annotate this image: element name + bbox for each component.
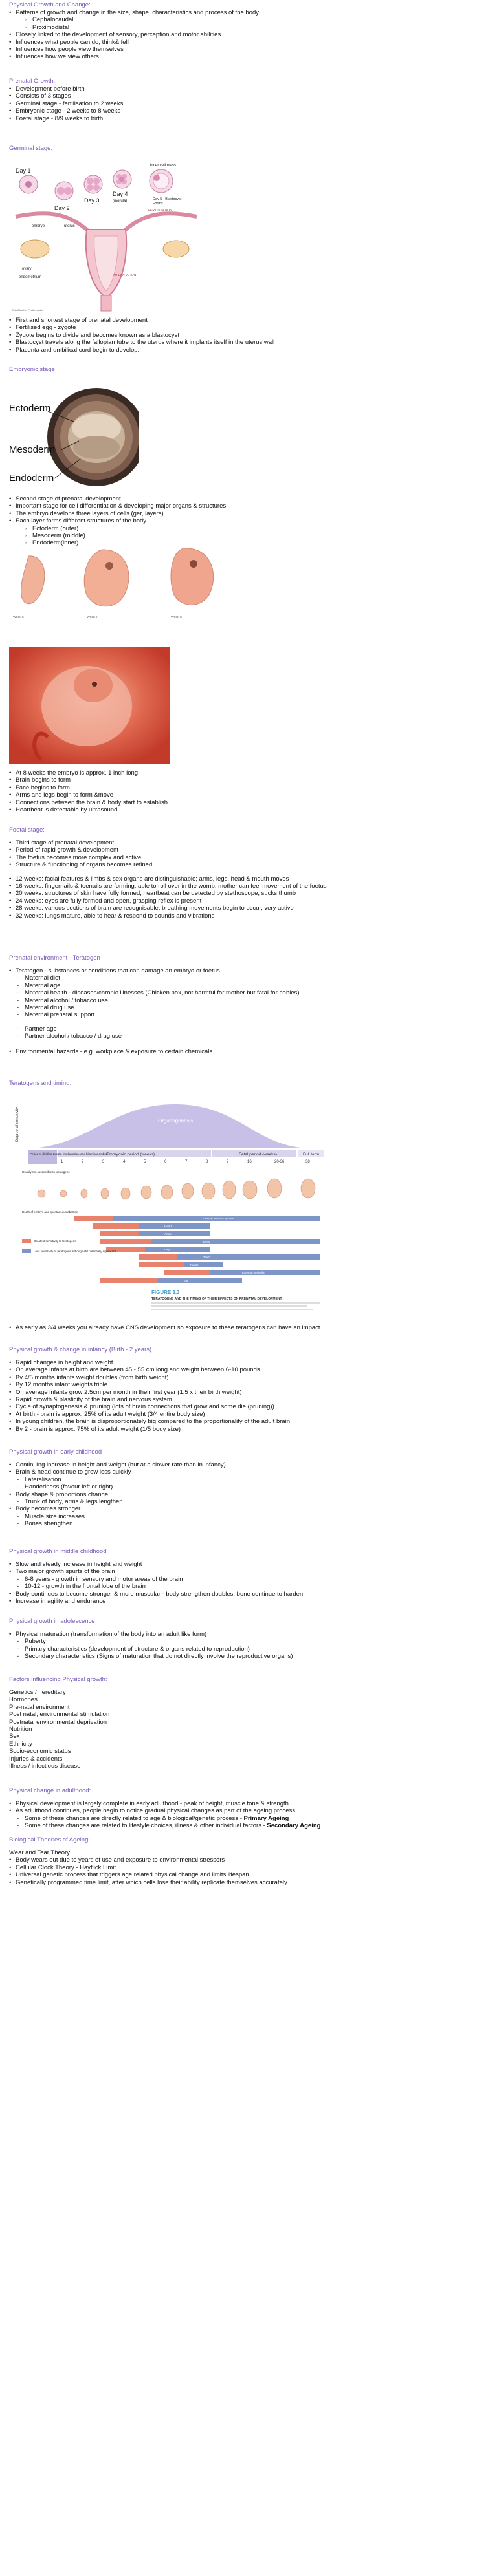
list-item: • The foetus becomes more complex and active [16,854,482,861]
figure-caption-sub: TERATOGENS AND THE TIMING OF THEIR EFFECTS ON PRENATAL DEVELOPMENT. [151,1297,283,1301]
list-item: • At birth - brain is approx. 25% of its adult weight (3/4 entire body size) [16,1411,482,1418]
list-item: • Brain & head continue to grow less quickly [16,1468,482,1476]
left-box-text: Period of dividing zygote, implantation, and bilaminar embryo [30,1152,109,1155]
list-item: • Continuing increase in height and weight (but at a slower rate than in infancy) [16,1461,482,1468]
list-item: • At 8 weeks the embryo is approx. 1 inch long [16,769,482,777]
svg-text:38: 38 [305,1160,310,1164]
sub-item: - Maternal prenatal support [9,1011,482,1018]
label-day5: Day 5 - Blastocyst [153,197,182,201]
heading: Embryonic stage [9,366,55,373]
list-item: • 16 weeks: fingernails & toenails are forming, able to roll over in the womb, mother can feel movement of the foetus [16,883,482,890]
section-germinal [9,145,482,153]
factor-item: Illness / infectious disease [9,1763,81,1770]
section-foetal [9,826,482,919]
label-day3: Day 3 [84,197,100,204]
label-implantation: IMPLANTATION [113,274,137,277]
sub-item: - Secondary characteristics (Signs of maturation that do not directly involve the reproductive organs) [9,1653,482,1660]
label-week8: Week 8 [171,616,182,619]
factor-item: Nutrition [9,1726,32,1733]
secondary-ageing: Secondary Ageing [267,1822,321,1830]
factor-item: Socio-economic status [9,1748,71,1755]
factor-item: Pre-natal environment [9,1703,70,1711]
svg-text:1: 1 [61,1160,63,1164]
embryo-photo [9,647,170,764]
list-item: • Heartbeat is detectable by ultrasound [16,806,482,813]
list-item: • Physical development is largely complete in early adulthood - peak of height, muscle tone & strength [16,1800,482,1807]
organ-label: Legs [164,1248,171,1251]
list-item: • Universal genetic process that triggers age related physical change and limits lifespan [16,1871,482,1878]
list-item: • By 2 - brain is approx. 75% of its adult weight (1/5 body size) [16,1426,482,1433]
list-item: • Influences how we view others [16,53,482,60]
list-item: • Zygote begins to divide and becomes known as a blastocyst [16,332,482,339]
label-embryo: embryo [32,224,45,228]
factor-item: Sex [9,1733,20,1741]
sub-item: - Handedness (favour left or right) [9,1483,482,1490]
left-box-text: Usually not susceptible to teratogens [22,1170,70,1174]
sub-item: - Maternal alcohol / tobacco use [9,997,482,1004]
list-item: • Connections between the brain & body start to establish [16,799,482,806]
svg-text:16: 16 [247,1160,252,1164]
list-item: • Body becomes stronger [16,1505,482,1512]
list-item: • Physical maturation (transformation of the body into an adult like form) [16,1631,482,1638]
label-day1: Day 1 [16,167,31,174]
primary-ageing: Primary Ageing [243,1814,289,1822]
list-item: • Structure & functioning of organs becomes refined [16,861,482,868]
label-ovary: ovary [22,267,32,271]
section-factors [9,1676,482,1770]
teratogens-bullets [9,1324,482,1331]
list-item: • Patterns of growth and change in the size, shape, characteristics and process of the body [16,9,482,16]
list-item: • Closely linked to the development of sensory, perception and motor abilities. [16,31,482,38]
organ-label: Ear [184,1279,189,1282]
embryonic-bullets-2 [9,769,482,813]
heading: Teratogens and timing: [9,1080,72,1087]
list-item: • Cellular Clock Theory - Hayflick Limit [16,1864,482,1871]
sub-item: - Some of these changes are related to lifestyle choices, illness & other individual factors - Secondary Ageing [9,1822,482,1829]
list-item: • Development before birth [16,85,482,92]
sub-item: - Lateralisation [9,1476,482,1483]
sub-item: - Maternal diet [9,974,482,982]
period-fullterm: Full term [303,1152,320,1157]
list-item: • First and shortest stage of prenatal development [16,317,482,324]
list-item: • Germinal stage - fertilisation to 2 weeks [16,100,482,107]
theory-intro: Wear and Tear Theory [9,1849,70,1856]
sub-item: - Puberty [9,1638,482,1645]
organ-label: Arms [164,1232,172,1236]
list-item: • On average infants grow 2.5cm per month in their first year (1.5 x their birth weight) [16,1389,482,1396]
list-item: • Environmental hazards - e.g. workplace & exposure to certain chemicals [16,1048,482,1055]
image-credit: Cells/Reuther Fertile.media [12,308,43,312]
label-fertilisation: FERTILISATION [148,209,172,213]
left-box-text: Death of embryo and spontaneous abortion [22,1210,78,1214]
heading: Physical growth in middle childhood [9,1548,107,1555]
list-item: • Fertilised egg - zygote [16,324,482,331]
heading: Prenatal environment - Teratogen [9,954,100,961]
organ-label: Heart [164,1225,172,1228]
factor-item: Hormones [9,1696,38,1704]
section-infancy [9,1346,482,1433]
svg-text:2: 2 [82,1160,84,1164]
label-mesoderm: Mesoderm [9,444,55,455]
svg-text:20-36: 20-36 [274,1160,285,1164]
list-item: • Placenta and umbilical cord begin to develop. [16,347,482,354]
svg-text:8: 8 [206,1160,208,1164]
sub-item: - Muscle size increases [9,1513,482,1520]
list-item: • Two major growth spurts of the brain [16,1568,482,1575]
list-item: • Increase in agility and endurance [16,1598,482,1605]
svg-text:5: 5 [144,1160,146,1164]
list-item: • Blastocyst travels along the fallopian tube to the uterus where it implants itself in the uterus wall [16,339,482,346]
teratogens-timing-figure [9,1097,333,1318]
sub-item: ◦ Mesoderm (middle) [9,532,482,539]
factor-item: Post natal; environmental stimulation [9,1711,110,1719]
figure-title: Organogenesis [158,1118,194,1124]
list-item: • Genetically programmed time limit, after which cells lose their ability replicate themselves accurately [16,1879,482,1886]
svg-text:7: 7 [185,1160,188,1164]
day1-cell [19,175,38,193]
organ-label: Palate [190,1263,199,1267]
sub-item: - Bones strengthen [9,1520,482,1527]
sub-item: - Partner age [9,1025,482,1033]
label-week7: Week 7 [87,616,98,619]
list-item: • Body wears out due to years of use and exposure to environmental stressors [16,1856,482,1863]
heading: Physical growth in adolescence [9,1618,95,1625]
heading: Physical Growth and Change: [9,1,91,8]
list-item: • Cycle of synaptogenesis & pruning (lots of brain connections that grow and some die (pruning)) [16,1403,482,1410]
sub-item: - Maternal drug use [9,1004,482,1011]
list-item: • Body continues to become stronger & more muscular - body strengthen doubles; bone continue to harden [16,1591,482,1598]
heading: Prenatal Growth: [9,78,56,85]
section-early-childhood [9,1448,482,1528]
list-item: • By 4/5 months infants weight doubles (from birth weight) [16,1374,482,1381]
list-item: • Important stage for cell differentiation & developing major organs & structures [16,502,482,510]
list-item: • Embryonic stage - 2 weeks to 8 weeks [16,107,482,114]
list-item: • Arms and legs begin to form &move [16,791,482,799]
list-item: • Foetal stage - 8/9 weeks to birth [16,115,482,122]
list-item: • 20 weeks: structures of skin have fully formed, heartbeat can be detected by stethoscope, sucks thumb [16,890,482,897]
list-item: • As adulthood continues, people begin to notice gradual physical changes as part of the ageing process [16,1807,482,1814]
list-item: • Rapid growth & plasticity of the brain and nervous system [16,1396,482,1403]
label-day2: Day 2 [54,205,70,211]
organ-label: External genitalia [242,1271,265,1274]
list-item: • Third stage of prenatal development [16,839,482,846]
sub-item: ◦ Endoderm(inner) [9,539,482,546]
heading: Physical growth in early childhood [9,1448,102,1455]
organ-label: Eyes [203,1240,210,1243]
label-endometrium: endometrium [19,275,42,279]
sub-item: - 10-12 - growth in the frontal lobe of the brain [9,1583,482,1590]
list-item: • Influences what people can do, think& fell [16,39,482,46]
list-item: • In young children, the brain is disproportionately big compared to the proportionality of the adult brain. [16,1418,482,1425]
list-item: • Body shape & proportions change [16,1491,482,1498]
label-day4b: (morula) [113,199,128,203]
period-embryonic: Embryonic period (weeks) [106,1152,155,1157]
list-item: • Teratogen - substances or conditions that can damage an embryo or foetus [16,967,482,974]
heading: Foetal stage: [9,826,45,833]
legend-greatest: Greatest sensitivity to teratogens [34,1240,76,1243]
germinal-bullets [9,317,482,354]
heading: Physical growth & change in infancy (Birth - 2 years) [9,1346,152,1353]
svg-text:3: 3 [102,1160,105,1164]
svg-text:9: 9 [227,1160,229,1164]
list-item: • 24 weeks: eyes are fully formed and open, grasping reflex is present [16,897,482,905]
svg-text:4: 4 [123,1160,126,1164]
heading: Biological Theories of Ageing: [9,1836,90,1843]
list-item: • Period of rapid growth & development [16,846,482,853]
section-adolescence [9,1618,482,1660]
sub-item: - Some of these changes are directly related to age & biological/genetic process - Primary Ageing [9,1815,482,1822]
heading: Factors influencing Physical growth: [9,1676,107,1683]
section-prenatal-environment [9,954,482,1055]
sub-item: - Trunk of body, arms & legs lengthen [9,1498,482,1505]
list-item: • Consists of 3 stages [16,92,482,100]
sub-item: - Primary characteristics (development of structure & organs related to reproduction) [9,1646,482,1653]
heading: Physical change in adulthood: [9,1787,91,1794]
germinal-stage-diagram [9,158,203,314]
list-item: • Second stage of prenatal development [16,495,482,502]
label-ectoderm: Ectoderm [9,403,51,414]
figure-caption-title: FIGURE 3.3 [151,1289,180,1295]
embryonic-bullets [9,495,482,547]
germ-layers-image [9,383,139,491]
label-day4: Day 4 [113,191,128,197]
period-fetal: Fetal period (weeks) [239,1152,277,1157]
list-item: • 32 weeks: lungs mature, able to hear & respond to sounds and vibrations [16,912,482,919]
svg-text:6: 6 [164,1160,167,1164]
list-item: • Face begins to form [16,784,482,791]
sub-item: ◦ Proximodistal [9,24,482,31]
list-item: • Each layer forms different structures of the body [16,517,482,524]
section-physical-growth [9,1,482,61]
legend-less: Less sensitivity to teratogens although still potentially significant [34,1250,116,1253]
list-item: • Brain begins to form [16,777,482,784]
list-item: • Influences how people view themselves [16,46,482,53]
factor-item: Postnatal environmental deprivation [9,1718,107,1726]
list-item: • 12 weeks: facial features & limbs & sex organs are distinguishable; arms, legs, head & mouth moves [16,875,482,883]
label-day5b: Forms [153,202,163,206]
sub-item: ◦ Ectoderm (outer) [9,525,482,532]
heading: Germinal stage: [9,145,53,152]
label-week5: Week 5 [13,616,24,619]
section-theories [9,1836,482,1886]
label-endoderm: Endoderm [9,473,54,484]
sub-item: - Maternal health - diseases/chronic illnesses (Chicken pox, not harmful for mother but fatal for babies) [9,989,482,996]
section-prenatal-growth [9,78,482,122]
list-item: • Rapid changes in height and weight [16,1359,482,1366]
list-item: • As early as 3/4 weeks you already have CNS development so exposure to these teratogens can have an impact. [16,1324,482,1331]
embryo-weeks-image [9,543,242,622]
section-teratogens-timing [9,1080,482,1088]
label-uterus: uterus [64,224,75,228]
list-item: • On average infants at birth are between 45 - 55 cm long and weight between 6-10 pounds [16,1366,482,1373]
list-item: • Slow and steady increase in height and weight [16,1561,482,1568]
sub-item: - 6-8 years - growth in sensory and motor areas of the brain [9,1576,482,1583]
list-item: • 28 weeks: various sections of brain are recognisable, breathing movements begin to occur, very active [16,905,482,912]
figure-ylabel: Degree of sensitivity [16,1106,19,1142]
factor-item: Injuries & accidents [9,1755,63,1763]
sub-item: - Partner alcohol / tobacco / drug use [9,1033,482,1040]
sub-item: - Maternal age [9,982,482,989]
label-inner-cell-mass: inner cell mass [150,164,177,167]
organ-label: Central nervous system [203,1217,234,1220]
list-item: • The embryo develops three layers of cells (ger, layers) [16,510,482,517]
sub-item: ◦ Cephalocaudal [9,16,482,23]
section-middle-childhood [9,1548,482,1605]
factor-item: Genetics / hereditary [9,1689,66,1696]
factor-item: Ethnicity [9,1740,32,1748]
section-adulthood [9,1787,482,1830]
section-embryonic [9,366,482,374]
organ-label: Teeth [203,1256,211,1259]
list-item: • By 12 months infant weights triple [16,1381,482,1388]
